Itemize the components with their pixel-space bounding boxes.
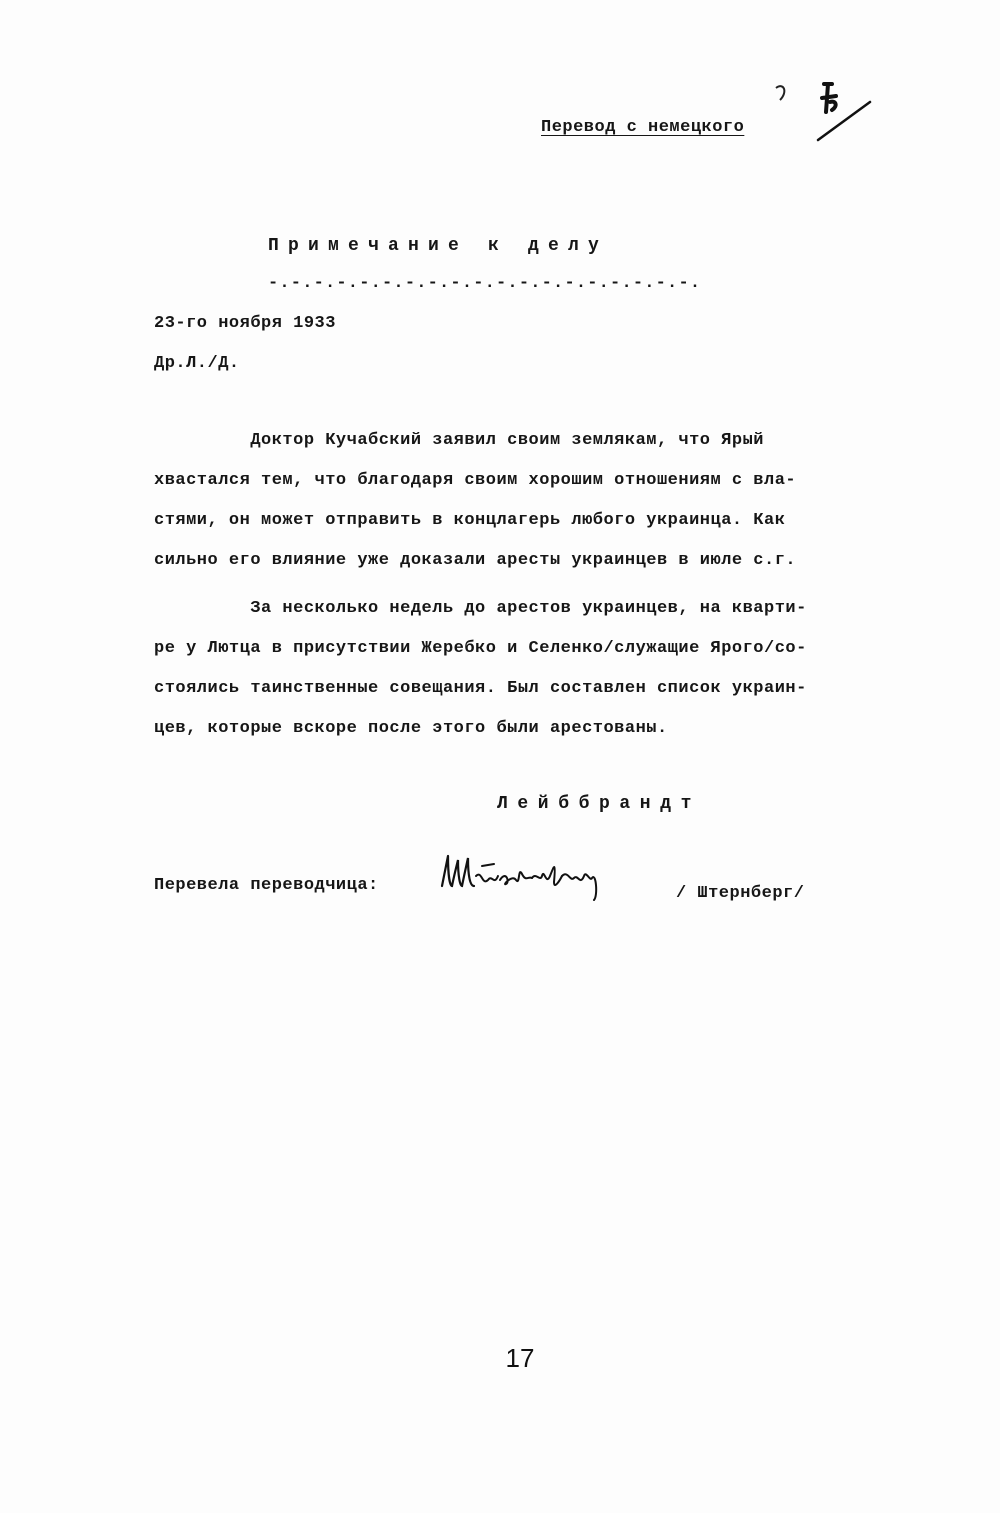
- document-reference: Др.Л./Д.: [154, 354, 240, 373]
- paragraph-1-line: сильно его влияние уже доказали аресты украинцев в июле с.г.: [154, 551, 797, 570]
- title-dashes: -.-.-.-.-.-.-.-.-.-.-.-.-.-.-.-.-.-.-.: [268, 274, 702, 293]
- paragraph-1-line: хвастался тем, что благодаря своим хорошим отношениям с вла-: [154, 471, 797, 490]
- paragraph-2-line: цев, которые вскоре после этого были арестованы.: [154, 719, 668, 738]
- handwritten-archive-mark: [766, 70, 886, 150]
- document-header: Перевод с немецкого: [541, 118, 745, 137]
- paragraph-2-line: стоялись таинственные совещания. Был составлен список украин-: [154, 679, 807, 698]
- translator-label: Перевела переводчица:: [154, 876, 379, 895]
- paragraph-2-line: ре у Лютца в присутствии Жеребко и Селенко/служащие Ярого/со-: [154, 639, 807, 658]
- paragraph-1-line: Доктор Кучабский заявил своим землякам, что Ярый: [154, 431, 764, 450]
- document-date: 23-го ноября 1933: [154, 314, 336, 333]
- page-number: 17: [505, 1343, 535, 1373]
- paragraph-2-line: За несколько недель до арестов украинцев, на кварти-: [154, 599, 807, 618]
- paragraph-1-line: стями, он может отправить в концлагерь любого украинца. Как: [154, 511, 786, 530]
- handwritten-signature: [436, 846, 626, 906]
- translator-name: / Штернберг/: [676, 884, 805, 903]
- signatory-name: Лейббрандт: [497, 794, 702, 814]
- document-title: Примечание к делу: [268, 236, 609, 256]
